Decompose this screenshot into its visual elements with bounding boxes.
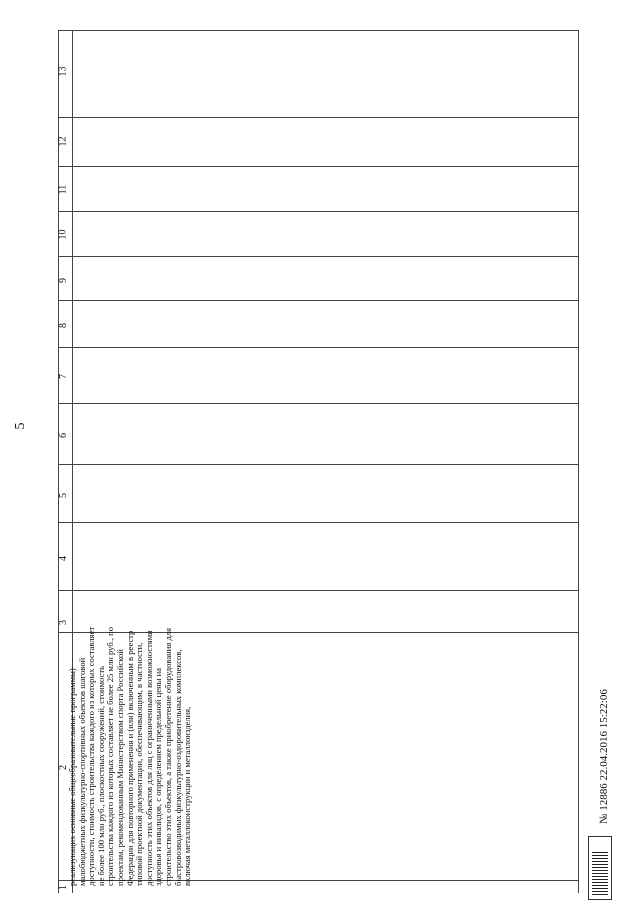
col-header-12: 12 bbox=[57, 136, 69, 147]
col-header-10: 10 bbox=[57, 229, 69, 240]
col-divider-12-13 bbox=[58, 117, 579, 118]
col-divider-5-6 bbox=[58, 464, 579, 465]
col-divider-11-12 bbox=[58, 166, 579, 167]
col-header-9: 9 bbox=[58, 278, 69, 283]
table-border-top bbox=[58, 30, 579, 31]
col-header-8: 8 bbox=[58, 323, 69, 328]
col-divider-10-11 bbox=[58, 211, 579, 212]
col-header-4: 4 bbox=[58, 556, 69, 561]
col-header-13: 13 bbox=[57, 66, 69, 77]
col-divider-8-9 bbox=[58, 300, 579, 301]
page-number: 5 bbox=[13, 422, 28, 430]
col-divider-3-4 bbox=[58, 590, 579, 591]
col-header-3: 3 bbox=[58, 620, 69, 625]
col-divider-9-10 bbox=[58, 256, 579, 257]
col-divider-4-5 bbox=[58, 522, 579, 523]
table-border-left bbox=[58, 30, 59, 893]
document-id: № 12886 22.04.2016 15:22:06 bbox=[598, 689, 610, 824]
logo-stamp-icon bbox=[588, 836, 612, 900]
footer bbox=[588, 640, 628, 900]
col-header-5: 5 bbox=[58, 493, 69, 498]
col-header-6: 6 bbox=[58, 433, 69, 438]
col-divider-6-7 bbox=[58, 403, 579, 404]
col-header-2: 2 bbox=[58, 765, 69, 770]
table-border-right bbox=[578, 30, 579, 893]
col-header-7: 7 bbox=[58, 374, 69, 379]
cell-text: реализующих основные общеобразовательные программы) малобюджетных физкультурно-спортивных объектов шаговой доступности, стоимость строительства каждого из которых составляет не более 100 млн руб., плоскостных сооружений, стоимость строительства каждого из которых составляет не более 25 млн руб., по проектам, рекомендованным Министерством спорта Российской Федерации для повторного применения и (или) включенным в реестр типовой проектной документации, обеспечивающим, в частности, доступность этих объектов для лиц с ограниченными возможностями здоровья и инвалидов, с определением предельной цены на строительство этих объектов, а также приобретение оборудования для быстровозводимых физкультурно-оздоровительных комплексов, включая металлоконструкции и металлоизделия, bbox=[67, 626, 193, 886]
col-header-11: 11 bbox=[57, 184, 69, 195]
col-divider-7-8 bbox=[58, 347, 579, 348]
cell-column-2 bbox=[67, 626, 378, 900]
col-header-1: 1 bbox=[58, 885, 69, 890]
